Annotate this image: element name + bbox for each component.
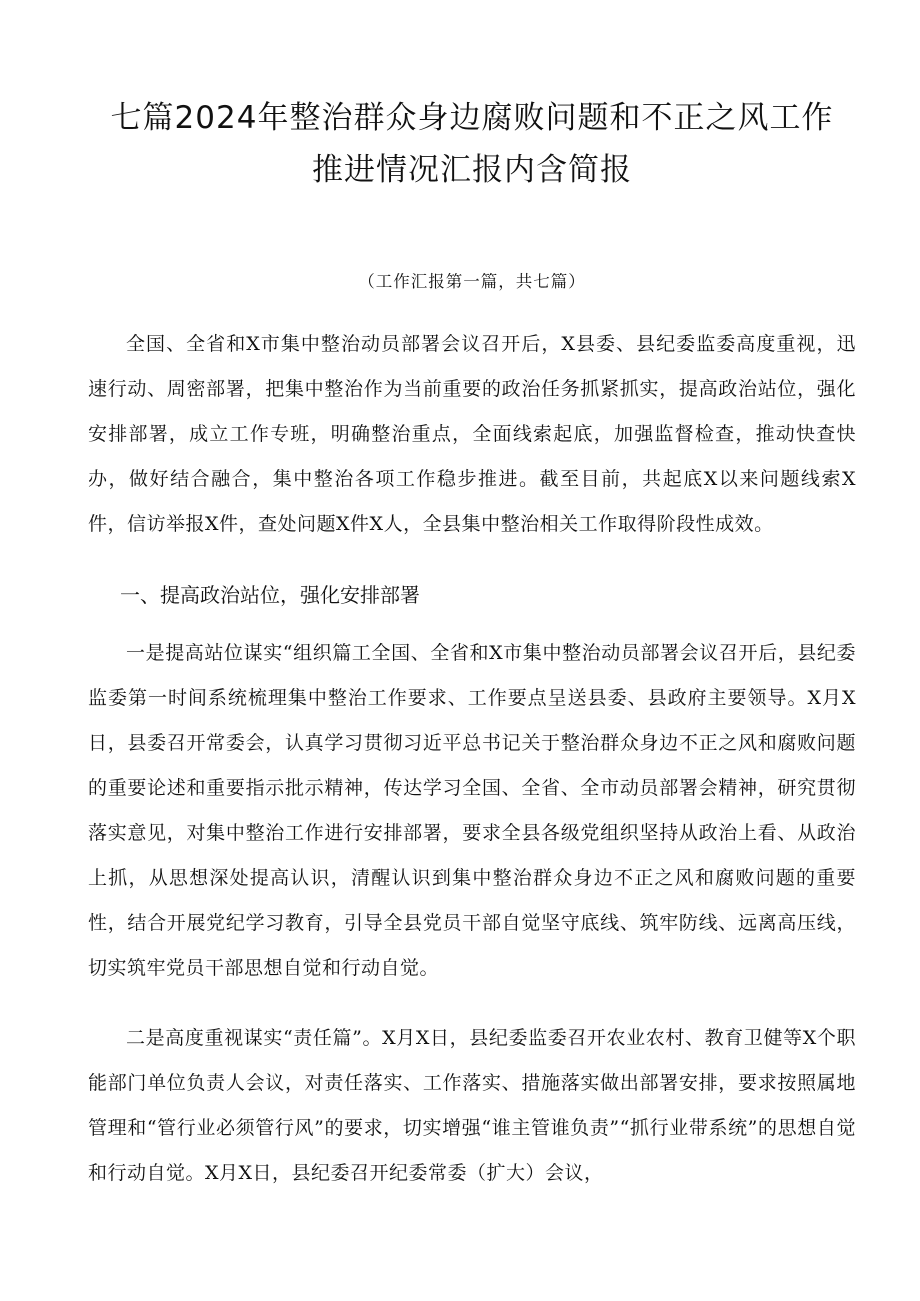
intro-paragraph: 全国、全省和X市集中整治动员部署会议召开后，X县委、县纪委监委高度重视，迅速行动、周密部署，把集中整治作为当前重要的政治任务抓紧抓实，提高政治站位，强化安排部署，成立工作专班，明确整治重点，全面线索起底，加强监督检查，推动快查快办，做好结合融合，集中整治各项工作稳步推进。截至目前，共起底X以来问题线索X件，信访举报X件，查处问题X件X人，全县集中整治相关工作取得阶段性成效。	[88, 333, 856, 535]
section-1-paragraph-2: 二是高度重视谋实“责任篇”。X月X日，县纪委监委召开农业农村、教育卫健等X个职能部门单位负责人会议，对责任落实、工作落实、措施落实做出部署安排，要求按照属地管理和“管行业必须管行风”的要求，切实增强“谁主管谁负责”“抓行业带系统”的思想自觉和行动自觉。X月X日，县纪委召开纪委常委（扩大）会议，	[88, 1027, 856, 1184]
document-subtitle: （工作汇报第一篇，共七篇）	[358, 272, 586, 291]
section-1-paragraph-1: 一是提高站位谋实“组织篇工全国、全省和X市集中整治动员部署会议召开后，县纪委监委第一时间系统梳理集中整治工作要求、工作要点呈送县委、县政府主要领导。X月X日，县委召开常委会，认真学习贯彻习近平总书记关于整治群众身边不正之风和腐败问题的重要论述和重要指示批示精神，传达学习全国、全省、全市动员部署会精神，研究贯彻落实意见，对集中整治工作进行安排部署，要求全县各级党组织坚持从政治上看、从政治上抓，从思想深处提高认识，清醒认识到集中整治群众身边不正之风和腐败问题的重要性，结合开展党纪学习教育，引导全县党员干部自觉坚守底线、筑牢防线、远离高压线，切实筑牢党员干部思想自觉和行动自觉。	[88, 642, 856, 979]
document-title	[88, 0, 856, 196]
section-heading-1: 一、提高政治站位，强化安排部署	[120, 583, 420, 607]
title-line-1: 七篇2024年整治群众身边腐败问题和不正之风工作	[110, 100, 834, 136]
title-line-2: 推进情况汇报内含简报	[312, 152, 632, 188]
